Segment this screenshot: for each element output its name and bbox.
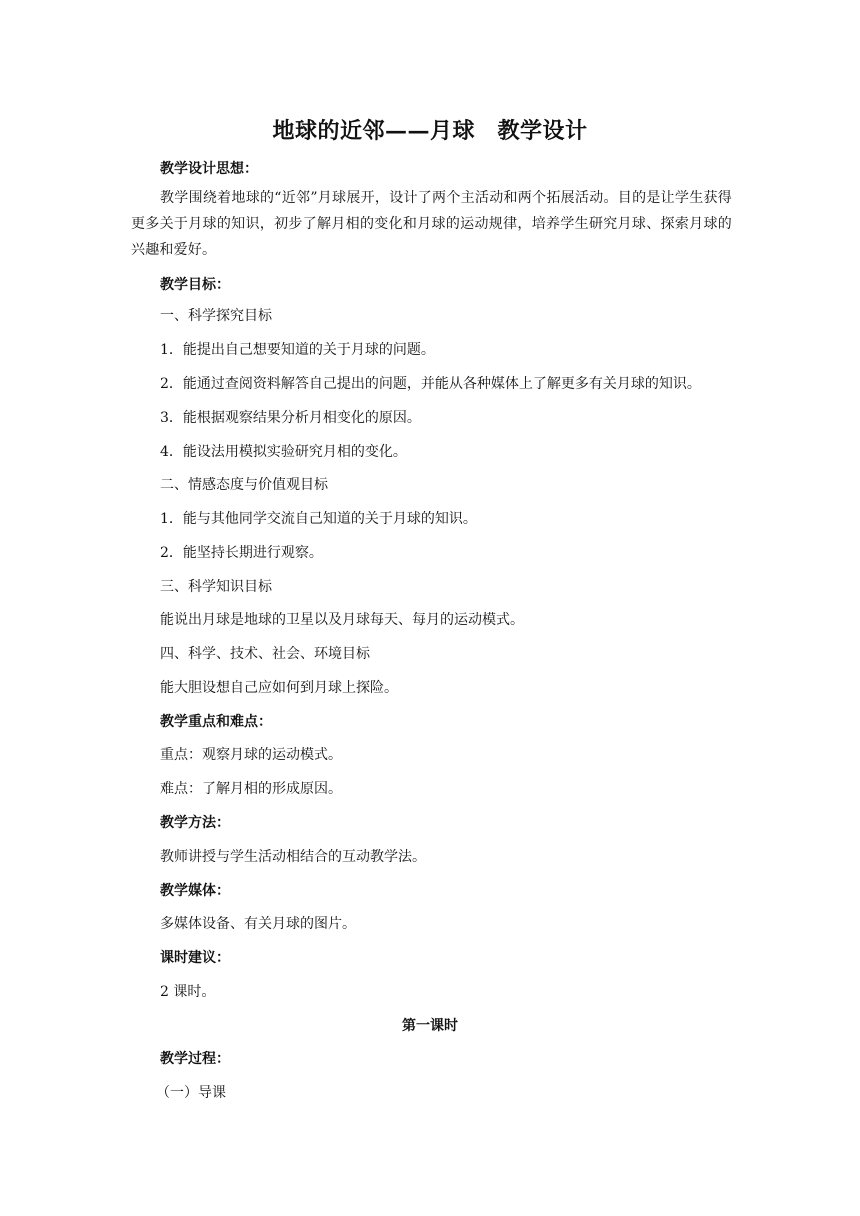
goal3-text: 能说出月球是地球的卫星以及月球每天、每月的运动模式。 <box>160 612 524 628</box>
goal1-item: 1．能提出自己想要知道的关于月球的问题。 <box>160 342 435 358</box>
key-point: 重点：观察月球的运动模式。 <box>160 747 342 763</box>
goal1-item: 4．能设法用模拟实验研究月相的变化。 <box>160 444 407 460</box>
hours-heading: 课时建议： <box>160 950 230 966</box>
process-heading: 教学过程： <box>160 1051 230 1067</box>
lesson1-title: 第一课时 <box>402 1018 458 1034</box>
goal4-heading: 四、科学、技术、社会、环境目标 <box>160 646 370 662</box>
goal4-text: 能大胆设想自己应如何到月球上探险。 <box>160 680 398 696</box>
goal2-item: 1．能与其他同学交流自己知道的关于月球的知识。 <box>160 511 477 527</box>
goal1-item: 2．能通过查阅资料解答自己提出的问题，并能从各种媒体上了解更多有关月球的知识。 <box>160 376 701 392</box>
design-idea-paragraph: 教学围绕着地球的“近邻”月球展开，设计了两个主活动和两个拓展活动。目的是让学生获得更多关于月球的知识，初步了解月相的变化和月球的运动规律，培养学生研究月球、探索月球的兴趣和爱好。 <box>131 190 732 258</box>
goal1-item: 3．能根据观察结果分析月相变化的原因。 <box>160 410 421 426</box>
media-text: 多媒体设备、有关月球的图片。 <box>160 916 356 932</box>
process-step: （一）导课 <box>156 1085 226 1101</box>
method-text: 教师讲授与学生活动相结合的互动教学法。 <box>160 849 426 865</box>
design-idea-heading: 教学设计思想： <box>160 161 258 177</box>
media-heading: 教学媒体： <box>160 883 230 899</box>
goals-heading: 教学目标： <box>160 277 230 293</box>
difficult-point: 难点：了解月相的形成原因。 <box>160 781 342 797</box>
goal1-heading: 一、科学探究目标 <box>160 308 272 324</box>
key-points-heading: 教学重点和难点： <box>160 714 272 730</box>
goal3-heading: 三、科学知识目标 <box>160 579 272 595</box>
goal2-item: 2．能坚持长期进行观察。 <box>160 545 323 561</box>
goal2-heading: 二、情感态度与价值观目标 <box>160 477 328 493</box>
hours-text: 2 课时。 <box>160 984 216 1000</box>
document-title: 地球的近邻——月球 教学设计 <box>272 118 588 144</box>
method-heading: 教学方法： <box>160 815 230 831</box>
